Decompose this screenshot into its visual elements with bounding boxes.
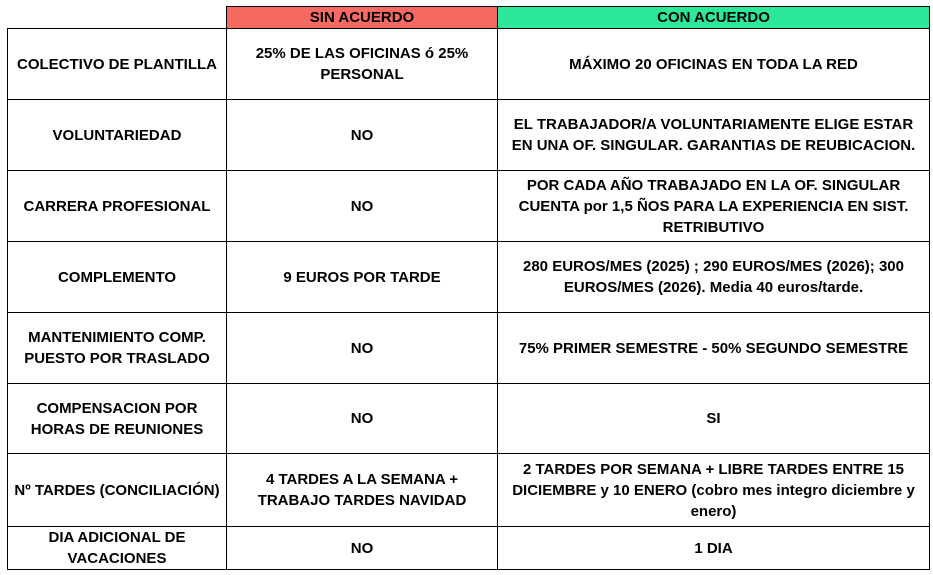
table-row: [8, 527, 930, 570]
header-con-acuerdo: CON ACUERDO: [498, 7, 930, 29]
table-row: [8, 242, 930, 313]
row-con-acuerdo-cell: EL TRABAJADOR/A VOLUNTARIAMENTE ELIGE ESTAR EN UNA OF. SINGULAR. GARANTIAS DE REUBICACION.: [498, 100, 930, 171]
row-sin-acuerdo-cell: NO: [227, 384, 498, 454]
row-con-acuerdo-cell: 2 TARDES POR SEMANA + LIBRE TARDES ENTRE 15 DICIEMBRE y 10 ENERO (cobro mes integro diciembre y enero): [498, 454, 930, 527]
table-row: [8, 100, 930, 171]
row-con-acuerdo-cell: POR CADA AÑO TRABAJADO EN LA OF. SINGULAR CUENTA por 1,5 ÑOS PARA LA EXPERIENCIA EN SIST. RETRIBUTIVO: [498, 171, 930, 242]
table-row: [8, 454, 930, 527]
table-row: [8, 384, 930, 454]
row-concept-cell: MANTENIMIENTO COMP. PUESTO POR TRASLADO: [8, 313, 227, 384]
row-con-acuerdo-cell: MÁXIMO 20 OFICINAS EN TODA LA RED: [498, 29, 930, 100]
row-sin-acuerdo-cell: NO: [227, 100, 498, 171]
row-sin-acuerdo-cell: 25% DE LAS OFICINAS ó 25% PERSONAL: [227, 29, 498, 100]
row-concept-cell: COMPENSACION POR HORAS DE REUNIONES: [8, 384, 227, 454]
row-sin-acuerdo-cell: 4 TARDES A LA SEMANA + TRABAJO TARDES NAVIDAD: [227, 454, 498, 527]
header-row: [8, 7, 930, 29]
row-concept-cell: COLECTIVO DE PLANTILLA: [8, 29, 227, 100]
row-con-acuerdo-cell: SI: [498, 384, 930, 454]
row-concept-cell: VOLUNTARIEDAD: [8, 100, 227, 171]
row-concept-cell: COMPLEMENTO: [8, 242, 227, 313]
header-sin-acuerdo: SIN ACUERDO: [227, 7, 498, 29]
row-sin-acuerdo-cell: NO: [227, 313, 498, 384]
row-concept-cell: DIA ADICIONAL DE VACACIONES: [8, 527, 227, 570]
table-row: [8, 29, 930, 100]
row-sin-acuerdo-cell: 9 EUROS POR TARDE: [227, 242, 498, 313]
table-row: [8, 171, 930, 242]
row-concept-cell: CARRERA PROFESIONAL: [8, 171, 227, 242]
row-con-acuerdo-cell: 280 EUROS/MES (2025) ; 290 EUROS/MES (2026); 300 EUROS/MES (2026). Media 40 euros/tarde.: [498, 242, 930, 313]
header-corner-cell: [8, 7, 227, 29]
table-row: [8, 313, 930, 384]
row-sin-acuerdo-cell: NO: [227, 527, 498, 570]
row-con-acuerdo-cell: 1 DIA: [498, 527, 930, 570]
comparison-table: [7, 6, 930, 570]
row-concept-cell: Nº TARDES (CONCILIACIÓN): [8, 454, 227, 527]
row-sin-acuerdo-cell: NO: [227, 171, 498, 242]
row-con-acuerdo-cell: 75% PRIMER SEMESTRE - 50% SEGUNDO SEMESTRE: [498, 313, 930, 384]
